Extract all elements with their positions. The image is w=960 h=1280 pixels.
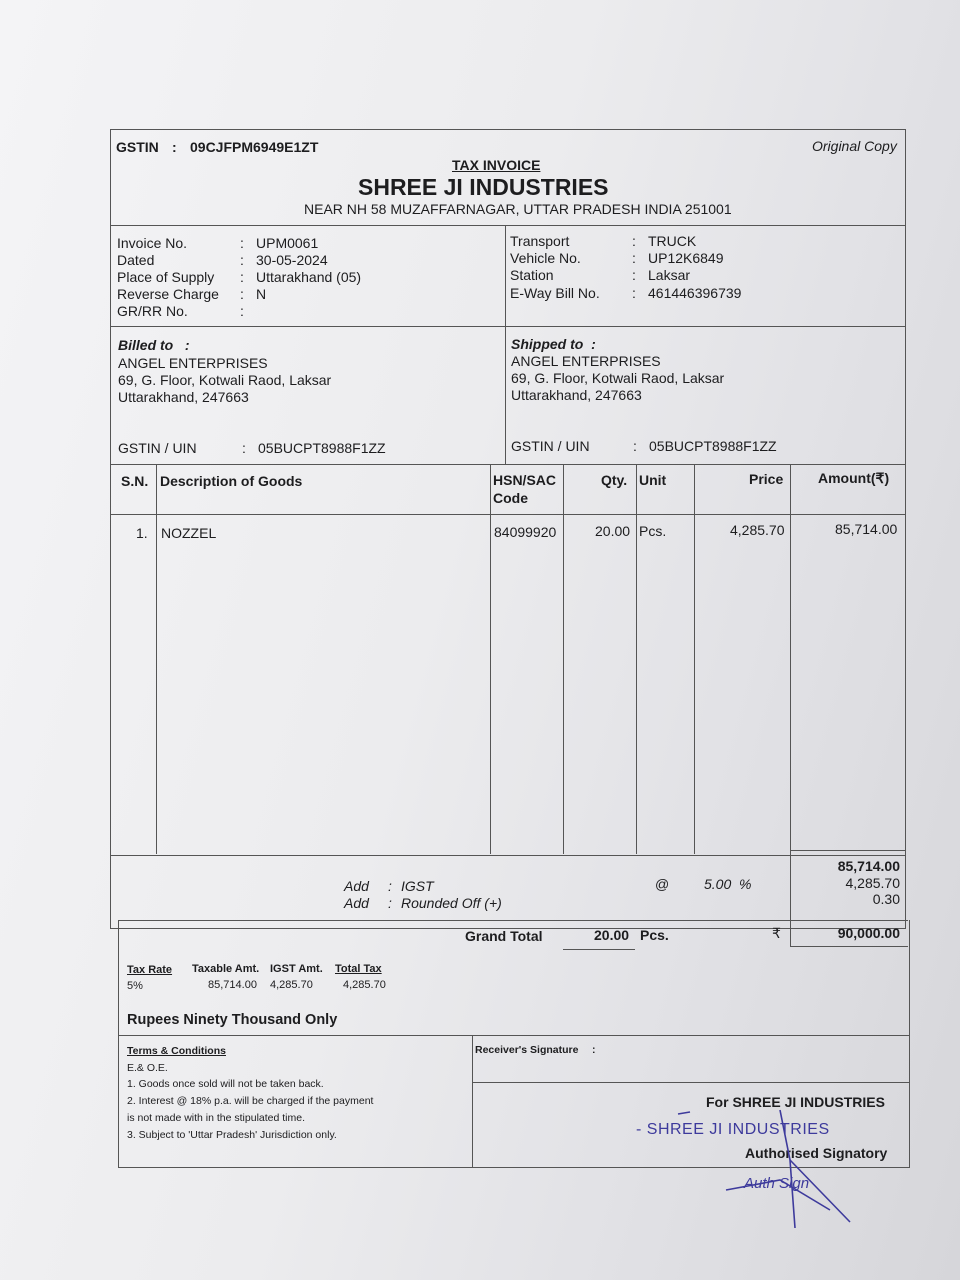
reverse-charge-label: Reverse Charge xyxy=(117,286,219,302)
sep: : xyxy=(632,250,636,266)
igst-amt-value: 4,285.70 xyxy=(270,979,313,991)
company-stamp: - SHREE JI INDUSTRIES xyxy=(636,1121,830,1138)
col-line xyxy=(156,464,157,854)
sep: : xyxy=(242,440,246,456)
sep: : xyxy=(388,878,392,894)
col-line xyxy=(636,464,637,854)
row-desc: NOZZEL xyxy=(161,525,217,541)
tax-rate-header: Tax Rate xyxy=(127,964,173,976)
total-tax-value: 4,285.70 xyxy=(343,979,386,991)
grand-total-label: Grand Total xyxy=(465,928,543,944)
table-bottom-border xyxy=(110,855,906,856)
footer-divider xyxy=(118,1035,910,1036)
col-sn-header: S.N. xyxy=(121,473,149,489)
copy-label: Original Copy xyxy=(812,138,897,154)
place-of-supply-label: Place of Supply xyxy=(117,269,215,285)
igst-amt-header: IGST Amt. xyxy=(270,963,323,975)
igst-at: @ xyxy=(655,876,670,892)
authorised-signatory: Authorised Signatory xyxy=(745,1145,888,1161)
sep: : xyxy=(240,286,244,302)
taxable-value: 85,714.00 xyxy=(208,979,257,991)
billed-to-gstin-label: GSTIN / UIN xyxy=(118,440,197,456)
billed-to-name: ANGEL ENTERPRISES xyxy=(118,355,268,371)
billed-to-address2: Uttarakhand, 247663 xyxy=(118,389,249,405)
gstin-sep: : xyxy=(172,139,177,155)
shipped-to-address1: 69, G. Floor, Kotwali Raod, Laksar xyxy=(511,370,725,386)
col-line xyxy=(563,464,564,854)
terms-line: 2. Interest @ 18% p.a. will be charged if the payment xyxy=(127,1095,374,1107)
vehicle-label: Vehicle No. xyxy=(510,250,581,266)
billed-to-address1: 69, G. Floor, Kotwali Raod, Laksar xyxy=(118,372,332,388)
amount-in-words: Rupees Ninety Thousand Only xyxy=(127,1012,338,1028)
terms-line: E.& O.E. xyxy=(127,1062,168,1074)
row-sn: 1. xyxy=(136,525,148,541)
doc-title: TAX INVOICE xyxy=(452,157,541,173)
transport-value: TRUCK xyxy=(648,233,697,249)
table-header-divider xyxy=(110,514,906,515)
col-hsn-header-2: Code xyxy=(493,490,528,506)
tax-rate-value: 5% xyxy=(127,980,143,992)
row-price: 4,285.70 xyxy=(730,522,785,538)
reverse-charge-value: N xyxy=(256,286,267,302)
eway-label: E-Way Bill No. xyxy=(510,285,600,301)
receiver-box-line xyxy=(472,1082,910,1083)
row-hsn: 84099920 xyxy=(494,524,557,540)
igst-rate: 5.00 % xyxy=(704,876,752,892)
col-line xyxy=(490,464,491,854)
col-hsn-header: HSN/SAC xyxy=(493,472,557,488)
shipped-to-gstin-label: GSTIN / UIN xyxy=(511,438,590,454)
igst-amount: 4,285.70 xyxy=(845,875,900,891)
row-unit: Pcs. xyxy=(639,523,667,539)
dated-label: Dated xyxy=(117,252,155,268)
table-top-border xyxy=(110,464,906,465)
shipped-to-gstin-value: 05BUCPT8988F1ZZ xyxy=(649,438,777,454)
sep: : xyxy=(632,267,636,283)
round-add: Add xyxy=(344,895,369,911)
grand-total-unit: Pcs. xyxy=(640,927,669,943)
subtotal-line xyxy=(790,850,906,851)
col-line xyxy=(790,464,791,854)
gstin-value: 09CJFPM6949E1ZT xyxy=(190,139,319,155)
terms-heading: Terms & Conditions xyxy=(127,1045,226,1057)
terms-line: 3. Subject to 'Uttar Pradesh' Jurisdiction only. xyxy=(127,1129,337,1141)
transport-label: Transport xyxy=(510,233,570,249)
shipped-to-heading: Shipped to : xyxy=(511,336,596,352)
round-label: Rounded Off (+) xyxy=(401,895,502,911)
col-unit-header: Unit xyxy=(639,472,667,488)
sep: : xyxy=(240,303,244,319)
gstin-label: GSTIN xyxy=(116,139,159,155)
gr-rr-label: GR/RR No. xyxy=(117,303,188,319)
sep: : xyxy=(388,895,392,911)
sep: : xyxy=(633,438,637,454)
header-divider xyxy=(110,225,906,226)
col-line xyxy=(694,464,695,854)
station-value: Laksar xyxy=(648,267,691,283)
igst-add: Add xyxy=(344,878,369,894)
details-bottom-divider xyxy=(110,326,906,327)
sep: : xyxy=(240,269,244,285)
dated-value: 30-05-2024 xyxy=(256,252,328,268)
eway-value: 461446396739 xyxy=(648,285,742,301)
details-divider xyxy=(505,225,506,465)
sep: : xyxy=(240,235,244,251)
invoice-no-value: UPM0061 xyxy=(256,235,319,251)
station-label: Station xyxy=(510,267,554,283)
igst-label: IGST xyxy=(401,878,434,894)
sep: : xyxy=(632,233,636,249)
subtotal-amount: 85,714.00 xyxy=(837,858,900,874)
row-qty: 20.00 xyxy=(595,523,631,539)
shipped-to-name: ANGEL ENTERPRISES xyxy=(511,353,661,369)
total-tax-header: Total Tax xyxy=(335,963,382,975)
vehicle-value: UP12K6849 xyxy=(648,250,724,266)
sep: : xyxy=(592,1044,596,1056)
signature: Auth Sign xyxy=(744,1175,810,1192)
col-desc-header: Description of Goods xyxy=(160,473,303,489)
shipped-to-address2: Uttarakhand, 247663 xyxy=(511,387,642,403)
taxable-header: Taxable Amt. xyxy=(192,963,260,975)
terms-line: is not made with in the stipulated time. xyxy=(127,1112,306,1124)
terms-line: 1. Goods once sold will not be taken back. xyxy=(127,1078,324,1090)
col-price-header: Price xyxy=(749,471,784,487)
for-company: For SHREE JI INDUSTRIES xyxy=(706,1094,885,1110)
sep: : xyxy=(632,285,636,301)
footer-mid-line xyxy=(472,1035,473,1168)
billed-to-heading: Billed to : xyxy=(118,337,190,353)
currency-symbol: ₹ xyxy=(772,925,781,941)
row-amount: 85,714.00 xyxy=(835,521,898,537)
company-name: SHREE JI INDUSTRIES xyxy=(358,174,609,200)
grand-total-qty: 20.00 xyxy=(594,927,630,943)
sep: : xyxy=(240,252,244,268)
col-qty-header: Qty. xyxy=(601,472,628,488)
place-of-supply-value: Uttarakhand (05) xyxy=(256,269,362,285)
round-amount: 0.30 xyxy=(872,891,900,907)
invoice-no-label: Invoice No. xyxy=(117,235,188,251)
company-address: NEAR NH 58 MUZAFFARNAGAR, UTTAR PRADESH INDIA 251001 xyxy=(304,201,732,217)
billed-to-gstin-value: 05BUCPT8988F1ZZ xyxy=(258,440,386,456)
receiver-signature-label: Receiver's Signature xyxy=(475,1044,579,1056)
grand-total-amount: 90,000.00 xyxy=(837,925,900,941)
col-amount-header: Amount(₹) xyxy=(818,470,890,486)
